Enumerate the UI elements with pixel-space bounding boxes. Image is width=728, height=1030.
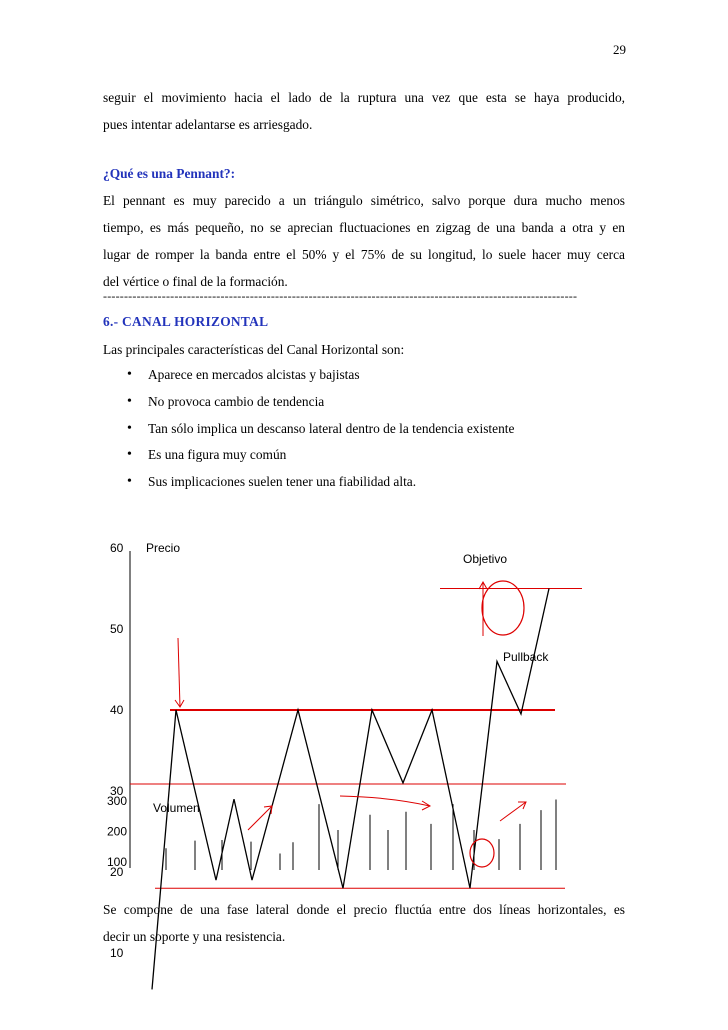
list-item: [103, 469, 625, 496]
price-tick-label: 10: [110, 946, 124, 960]
page-number: 29: [613, 42, 626, 57]
bullet-icon: •: [127, 367, 132, 382]
intro-line-2: pues intentar adelantarse es arriesgado.: [103, 117, 313, 132]
arrow-icon: [500, 802, 526, 821]
price-tick-label: 60: [110, 541, 124, 555]
pennant-line-2: tiempo, es más pequeño, no se aprecian fluctuaciones en zigzag de una banda a otra y en: [103, 220, 625, 235]
list-item-text: Aparece en mercados alcistas y bajistas: [148, 367, 360, 382]
bullet-icon: •: [127, 420, 132, 436]
section-title: 6.- CANAL HORIZONTAL: [103, 314, 269, 329]
outro-line-1: Se compone de una fase lateral donde el precio fluctúa entre dos líneas horizontales, es: [103, 902, 625, 917]
list-item: [103, 362, 625, 389]
list-item-text: Tan sólo implica un descanso lateral dentro de la tendencia existente: [148, 420, 515, 436]
volume-tick-label: 100: [107, 855, 128, 869]
list-item-text: No provoca cambio de tendencia: [148, 393, 325, 409]
pennant-line-4: del vértice o final de la formación.: [103, 274, 288, 289]
list-item-text: Sus implicaciones suelen tener una fiabilidad alta.: [148, 474, 417, 490]
arrow-icon: [340, 796, 430, 810]
list-item: [103, 389, 625, 416]
volume-tick-label: 300: [107, 794, 128, 808]
bullet-icon: •: [127, 474, 132, 490]
pennant-heading: ¿Qué es una Pennant?:: [103, 166, 236, 181]
arrow-icon: [479, 582, 487, 636]
intro-line-1: seguir el movimiento hacia el lado de la ruptura una vez que esta se haya producido,: [103, 90, 625, 105]
volume-axis-label: Volumen: [153, 801, 200, 815]
target-circle: [482, 581, 524, 635]
outro-line-2: decir un soporte y una resistencia.: [103, 929, 286, 944]
divider: -----------------------------------------------------------------------------------------------------------------: [103, 289, 578, 303]
price-tick-label: 40: [110, 703, 124, 717]
arrow-icon: [175, 638, 184, 707]
price-tick-label: 50: [110, 622, 124, 636]
section-intro: Las principales características del Canal Horizontal son:: [103, 342, 405, 357]
bullet-icon: •: [127, 447, 132, 463]
list-item: [103, 442, 625, 469]
pullback-label: Pullback: [503, 650, 549, 664]
pennant-line-1: El pennant es muy parecido a un triángulo simétrico, salvo porque dura mucho menos: [103, 193, 625, 208]
price-tick-label: 30: [110, 784, 124, 798]
pennant-line-3: lugar de romper la banda entre el 50% y el 75% de su longitud, lo suele hacer muy cerca: [103, 247, 625, 262]
list-item: [103, 416, 625, 443]
volume-tick-label: 200: [107, 824, 128, 839]
list-item-text: Es una figura muy común: [148, 447, 287, 463]
characteristics-list: [103, 362, 625, 496]
bullet-icon: •: [127, 393, 132, 409]
price-axis-label: Precio: [146, 541, 181, 555]
price-tick-label: 20: [110, 865, 124, 879]
target-label: Objetivo: [463, 552, 508, 566]
